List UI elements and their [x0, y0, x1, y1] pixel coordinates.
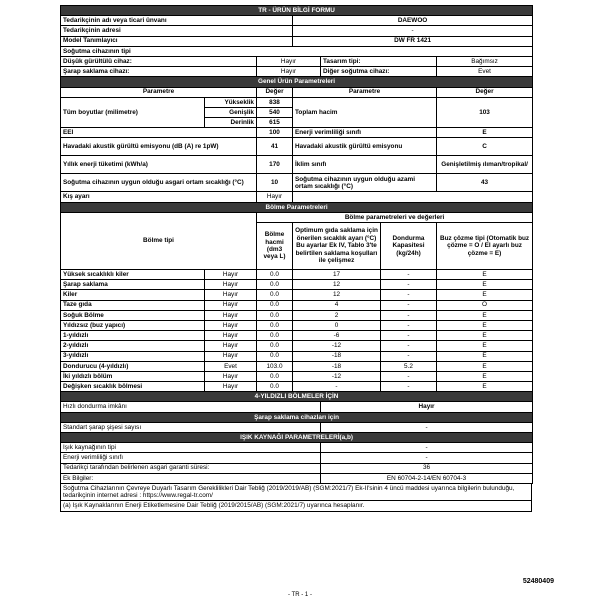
param-header-left: Parametre	[61, 87, 257, 97]
compartment-temp: 0	[293, 320, 381, 330]
total-volume-label: Toplam hacim	[293, 97, 437, 128]
design-type-value: Bağımsız	[437, 56, 533, 66]
noise-emission-value: 41	[257, 138, 293, 156]
width-label: Genişlik	[205, 107, 257, 117]
compartment-temp: -	[293, 382, 381, 392]
compartment-defrost: E	[437, 382, 533, 392]
depth-label: Derinlik	[205, 118, 257, 128]
compartment-present: Evet	[205, 361, 257, 371]
compartment-row	[61, 280, 533, 290]
climate-class-label: İklim sınıfı	[293, 156, 437, 174]
compartment-present: Hayır	[205, 331, 257, 341]
compartment-present: Hayır	[205, 320, 257, 330]
compartment-defrost: O	[437, 300, 533, 310]
compartment-name: İki yıldızlı bölüm	[61, 371, 205, 381]
compartment-present: Hayır	[205, 300, 257, 310]
compartment-freeze: -	[381, 270, 437, 280]
defrost-type-header: Buz çözme tipi (Otomatik buz çözme = O / El ayarlı buz çözme = E)	[437, 223, 533, 270]
compartment-present: Hayır	[205, 371, 257, 381]
compartment-name: Değişken sıcaklık bölmesi	[61, 382, 205, 392]
wine-storage-label: Şarap saklama cihazı:	[61, 67, 257, 77]
compartment-row	[61, 290, 533, 300]
compartment-present: Hayır	[205, 382, 257, 392]
height-label: Yükseklik	[205, 97, 257, 107]
freezing-capacity-header: Dondurma Kapasitesi (kg/24h)	[381, 223, 437, 270]
compartment-defrost: E	[437, 290, 533, 300]
compartment-volume: 0.0	[257, 341, 293, 351]
wine-section-header: Şarap saklama cihazları için	[61, 412, 533, 422]
product-info-table	[60, 5, 533, 484]
compartment-temp: -18	[293, 351, 381, 361]
light-class-value: -	[321, 453, 533, 463]
compartment-defrost: E	[437, 320, 533, 330]
compartment-volume: 0.0	[257, 351, 293, 361]
compartment-temp: 17	[293, 270, 381, 280]
compartment-temp: -12	[293, 341, 381, 351]
warranty-value: 36	[321, 463, 533, 473]
form-title: TR - ÜRÜN BİLGİ FORMU	[61, 6, 533, 16]
temp-setting-header: Optimum gıda saklama için önerilen sıcaklık ayarı (°C) Bu ayarlar Ek IV, Tablo 3'te belirtilen saklama koşulları ile çelişmez	[293, 223, 381, 270]
eei-value: 100	[257, 128, 293, 138]
compartment-row	[61, 351, 533, 361]
climate-class-value: Genişletilmiş ılıman/tropikal/	[437, 156, 533, 174]
other-appliance-value: Evet	[437, 67, 533, 77]
width-value: 540	[257, 107, 293, 117]
annual-energy-value: 170	[257, 156, 293, 174]
fast-freeze-value: Hayır	[321, 402, 533, 412]
compartment-defrost: E	[437, 270, 533, 280]
compartment-volume: 103.0	[257, 361, 293, 371]
winter-setting-value: Hayır	[257, 192, 293, 202]
compartment-row	[61, 331, 533, 341]
eei-label: EEI	[61, 128, 257, 138]
compartment-freeze: -	[381, 290, 437, 300]
compartment-row	[61, 382, 533, 392]
compartment-freeze: -	[381, 331, 437, 341]
compartment-row	[61, 361, 533, 371]
compartment-present: Hayır	[205, 290, 257, 300]
compartment-present: Hayır	[205, 351, 257, 361]
fast-freeze-label: Hızlı dondurma imkânı	[61, 402, 321, 412]
appliance-type-label: Soğutma cihazının tipi	[61, 46, 533, 56]
light-type-value: -	[321, 443, 533, 453]
volume-header: Bölme hacmi (dm3 veya L)	[257, 223, 293, 270]
compartment-freeze: 5.2	[381, 361, 437, 371]
other-appliance-label: Diğer soğutma cihazı:	[321, 67, 437, 77]
compartment-present: Hayır	[205, 341, 257, 351]
compartment-name: Taze gıda	[61, 300, 205, 310]
compartment-defrost: E	[437, 310, 533, 320]
compartment-present: Hayır	[205, 280, 257, 290]
compartment-volume: 0.0	[257, 371, 293, 381]
compartment-type-header: Bölme tipi	[61, 212, 257, 269]
supplier-name-value: DAEWOO	[293, 16, 533, 26]
compartment-name: Şarap saklama	[61, 280, 205, 290]
noise-class-value: C	[437, 138, 533, 156]
compartment-present: Hayır	[205, 310, 257, 320]
value-header-left: Değer	[257, 87, 293, 97]
compartment-name: 2-yıldızlı	[61, 341, 205, 351]
compartment-row	[61, 341, 533, 351]
compartment-row	[61, 310, 533, 320]
compartment-freeze: -	[381, 320, 437, 330]
compartment-name: Dondurucu (4-yıldızlı)	[61, 361, 205, 371]
supplier-address-value: -	[293, 26, 533, 36]
model-value: DW FR 1421	[293, 36, 533, 46]
param-header-right: Parametre	[293, 87, 437, 97]
compartment-volume: 0.0	[257, 300, 293, 310]
compartment-group-header: Bölme parametreleri ve değerleri	[257, 212, 533, 222]
compartment-name: Soğuk Bölme	[61, 310, 205, 320]
compartment-temp: 12	[293, 280, 381, 290]
compartment-defrost: E	[437, 341, 533, 351]
compartment-row	[61, 300, 533, 310]
compartment-name: Kiler	[61, 290, 205, 300]
compartment-volume: 0.0	[257, 290, 293, 300]
light-type-label: Işık kaynağının tipi	[61, 443, 321, 453]
compartment-defrost: E	[437, 280, 533, 290]
compartment-freeze: -	[381, 382, 437, 392]
winter-setting-label: Kış ayarı	[61, 192, 257, 202]
compartment-freeze: -	[381, 300, 437, 310]
compartment-row	[61, 270, 533, 280]
model-label: Model Tanımlayıcı	[61, 36, 293, 46]
wine-bottles-value: -	[321, 422, 533, 432]
design-type-label: Tasarım tipi:	[321, 56, 437, 66]
compartment-freeze: -	[381, 310, 437, 320]
compartment-temp: 12	[293, 290, 381, 300]
compartment-name: 3-yıldızlı	[61, 351, 205, 361]
light-section-header: IŞIK KAYNAĞI PARAMETRELERİ(a,b)	[61, 433, 533, 443]
compartment-defrost: E	[437, 361, 533, 371]
compartment-defrost: E	[437, 351, 533, 361]
energy-class-label: Enerji verimliliği sınıfı	[293, 128, 437, 138]
product-info-sheet	[60, 5, 532, 512]
energy-class-value: E	[437, 128, 533, 138]
noise-emission-label: Havadaki akustik gürültü emisyonu (dB (A) re 1pW)	[61, 138, 257, 156]
dimensions-label: Tüm boyutlar (milimetre)	[61, 97, 205, 128]
min-temp-value: 10	[257, 174, 293, 192]
annual-energy-label: Yıllık enerji tüketimi (kWh/a)	[61, 156, 257, 174]
compartment-freeze: -	[381, 371, 437, 381]
compartment-temp: -12	[293, 371, 381, 381]
wine-storage-value: Hayır	[257, 67, 321, 77]
max-temp-value: 43	[437, 174, 533, 192]
light-regulation-note: (a) Işık Kaynaklarının Enerji Etiketlemesine Dair Tebliğ (2019/2015/AB) (SGM:2021/7) uyarınca hesaplanır.	[60, 501, 532, 511]
warranty-label: Tedarikçi tarafından belirlenen asgari garanti süresi:	[61, 463, 321, 473]
compartment-section-header: Bölme Parametreleri	[61, 202, 533, 212]
value-header-right: Değer	[437, 87, 533, 97]
compartment-temp: -6	[293, 331, 381, 341]
compartment-freeze: -	[381, 341, 437, 351]
compartment-volume: 0.0	[257, 310, 293, 320]
page-number: - TR - 1 -	[288, 592, 312, 598]
max-temp-label: Soğutma cihazının uygun olduğu azami ortam sıcaklığı (°C)	[293, 174, 437, 192]
supplier-address-label: Tedarikçinin adresi	[61, 26, 293, 36]
compartment-rows	[61, 270, 533, 392]
compartment-row	[61, 320, 533, 330]
compartment-temp: 2	[293, 310, 381, 320]
noise-class-label: Havadaki akustik gürültü emisyonu	[293, 138, 437, 156]
compartment-volume: 0.0	[257, 320, 293, 330]
light-class-label: Enerji verimliliği sınıfı	[61, 453, 321, 463]
compartment-temp: 4	[293, 300, 381, 310]
extra-info-value: EN 60704-2-14/EN 60704-3	[321, 473, 533, 483]
compartment-defrost: E	[437, 371, 533, 381]
low-noise-label: Düşük gürültülü cihaz:	[61, 56, 257, 66]
winter-setting-spacer	[293, 192, 533, 202]
compartment-volume: 0.0	[257, 382, 293, 392]
compartment-temp: -18	[293, 361, 381, 371]
compartment-volume: 0.0	[257, 270, 293, 280]
compartment-name: 1-yıldızlı	[61, 331, 205, 341]
compartment-freeze: -	[381, 351, 437, 361]
regulation-note: Soğutma Cihazlarının Çevreye Duyarlı Tasarım Gereklilikleri Dair Tebliğ (2019/2019/AB) (SGM:2021/7) Ek-II'sinin 4 üncü maddesi uyarınca bilgilerin bulunduğu, tedarikçinin internet adresi : https://www.regal-tr.com/	[60, 484, 532, 501]
compartment-volume: 0.0	[257, 331, 293, 341]
min-temp-label: Soğutma cihazının uygun olduğu asgari ortam sıcaklığı (°C)	[61, 174, 257, 192]
compartment-freeze: -	[381, 280, 437, 290]
wine-bottles-label: Standart şarap şişesi sayısı	[61, 422, 321, 432]
low-noise-value: Hayır	[257, 56, 321, 66]
compartment-name: Yüksek sıcaklıklı kiler	[61, 270, 205, 280]
total-volume-value: 103	[437, 97, 533, 128]
compartment-volume: 0.0	[257, 280, 293, 290]
compartment-row	[61, 371, 533, 381]
compartment-present: Hayır	[205, 270, 257, 280]
compartment-defrost: E	[437, 331, 533, 341]
document-code: 52480409	[522, 578, 554, 585]
height-value: 838	[257, 97, 293, 107]
depth-value: 615	[257, 118, 293, 128]
supplier-name-label: Tedarikçinin adı veya ticari ünvanı	[61, 16, 293, 26]
general-section-header: Genel Ürün Parametreleri	[61, 77, 533, 87]
four-star-section-header: 4-YILDIZLI BÖLMELER İÇİN	[61, 392, 533, 402]
compartment-name: Yıldızsız (buz yapıcı)	[61, 320, 205, 330]
extra-info-label: Ek Bilgiler:	[61, 473, 321, 483]
